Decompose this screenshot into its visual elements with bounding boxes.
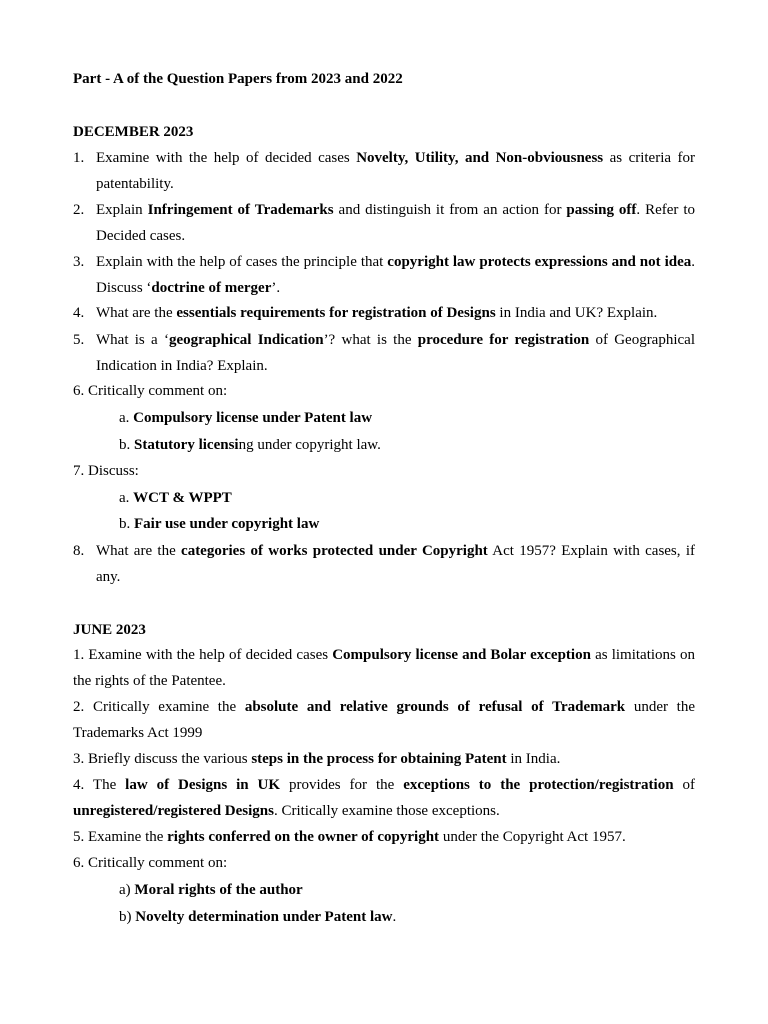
question-dec-6b: b. Statutory licensing under copyright law. (119, 437, 381, 453)
question-jun-6a: a) Moral rights of the author (119, 882, 303, 898)
question-jun-2: 2. Critically examine the absolute and relative grounds of refusal of Trademark under the Trademarks Act 1999 (73, 699, 695, 741)
question-jun-6: 6. Critically comment on: (73, 855, 228, 871)
question-dec-1: 1. Examine with the help of decided cases Novelty, Utility, and Non-obviousness as criteria for patentability. (73, 150, 695, 192)
question-dec-6a: a. Compulsory license under Patent law (119, 410, 373, 426)
question-jun-6b: b) Novelty determination under Patent law. (119, 909, 397, 925)
question-dec-2: 2. Explain Infringement of Trademarks and distinguish it from an action for passing off. Refer to Decided cases. (73, 202, 696, 244)
document-title: Part - A of the Question Papers from 2023 and 2022 (73, 71, 403, 87)
question-dec-7b: b. Fair use under copyright law (119, 516, 320, 532)
question-jun-4: 4. The law of Designs in UK provides for the exceptions to the protection/registration of unregistered/registered Designs. Critically examine those exceptions. (73, 777, 695, 819)
question-dec-7: 7. Discuss: (73, 463, 139, 479)
section-heading-december-2023: DECEMBER 2023 (73, 124, 194, 140)
question-jun-3: 3. Briefly discuss the various steps in the process for obtaining Patent in India. (73, 751, 561, 767)
question-jun-5: 5. Examine the rights conferred on the owner of copyright under the Copyright Act 1957. (73, 829, 626, 845)
question-dec-7a: a. WCT & WPPT (119, 490, 232, 506)
question-dec-5: 5. What is a ‘geographical Indication’? what is the procedure for registration of Geographical Indication in India? Explain. (73, 332, 695, 374)
section-heading-june-2023: JUNE 2023 (73, 622, 146, 638)
question-dec-3: 3. Explain with the help of cases the principle that copyright law protects expressions and not idea. Discuss ‘doctrine of merger’. (73, 254, 696, 296)
question-jun-1: 1. Examine with the help of decided cases Compulsory license and Bolar exception as limitations on the rights of the Patentee. (73, 647, 696, 689)
question-dec-6: 6. Critically comment on: (73, 383, 228, 399)
question-dec-4: 4. What are the essentials requirements for registration of Designs in India and UK? Explain. (73, 305, 658, 321)
question-dec-8: 8. What are the categories of works protected under Copyright Act 1957? Explain with cases, if any. (73, 543, 695, 585)
